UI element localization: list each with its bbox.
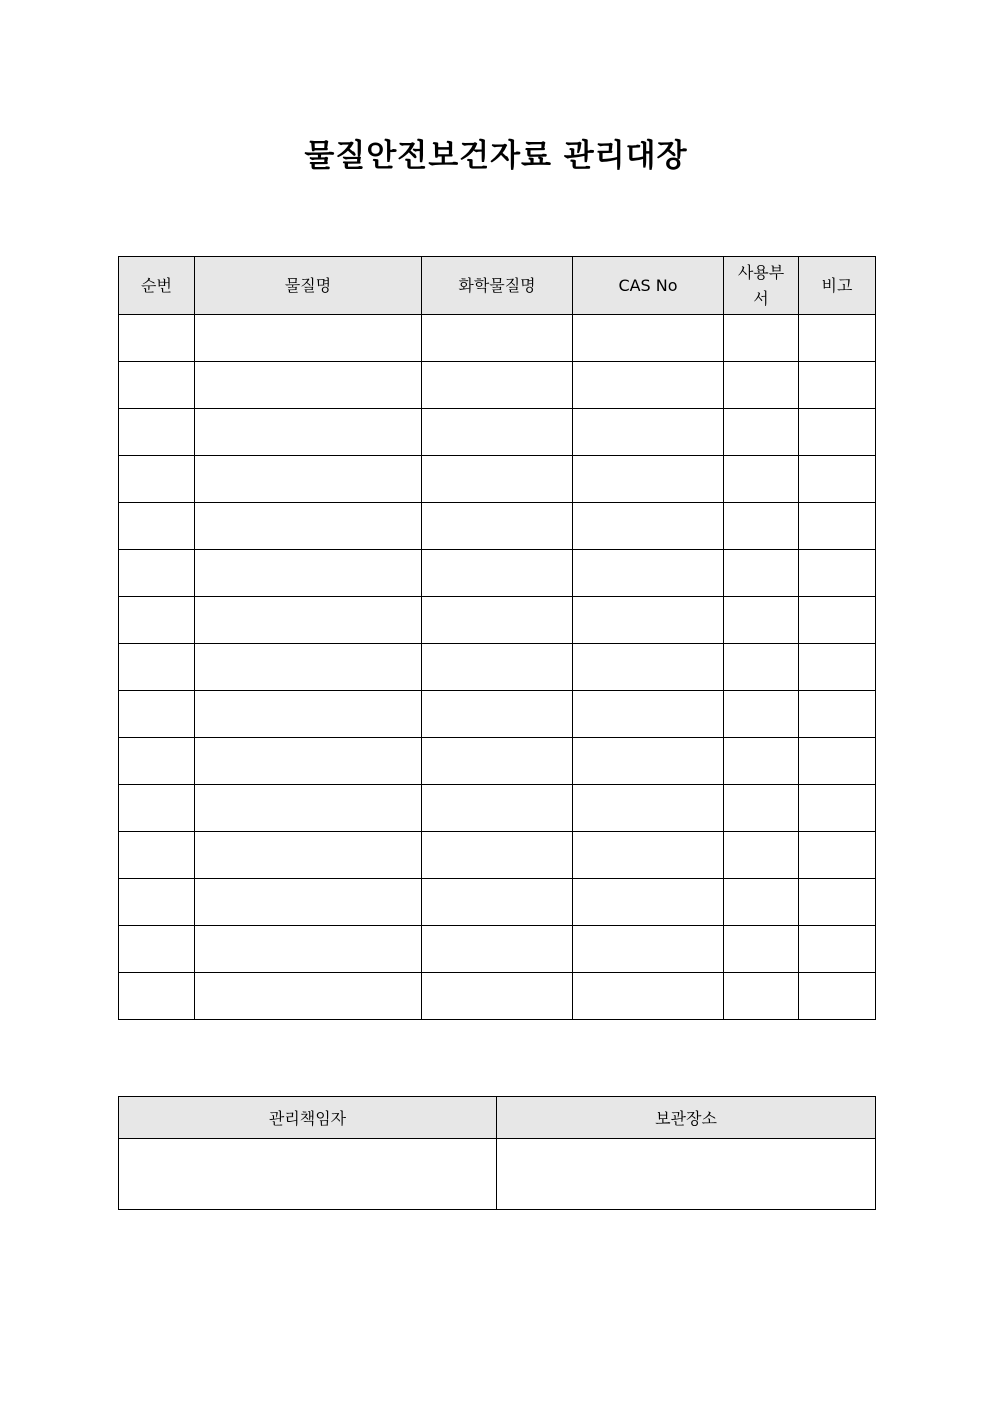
cas-no-cell[interactable]	[573, 926, 724, 973]
header-storage-location: 보관장소	[497, 1097, 876, 1139]
cas-no-cell[interactable]	[573, 597, 724, 644]
substance-name-cell[interactable]	[195, 644, 422, 691]
chemical-name-cell[interactable]	[422, 409, 573, 456]
remarks-cell[interactable]	[799, 644, 876, 691]
seq-cell[interactable]	[119, 597, 195, 644]
chemical-name-cell[interactable]	[422, 456, 573, 503]
storage-location-cell[interactable]	[497, 1139, 876, 1210]
department-cell[interactable]	[724, 362, 799, 409]
remarks-cell[interactable]	[799, 973, 876, 1020]
substance-name-cell[interactable]	[195, 456, 422, 503]
remarks-cell[interactable]	[799, 456, 876, 503]
chemical-name-cell[interactable]	[422, 832, 573, 879]
table-row	[119, 785, 876, 832]
remarks-cell[interactable]	[799, 738, 876, 785]
manager-cell[interactable]	[119, 1139, 497, 1210]
header-seq: 순번	[119, 257, 195, 315]
substance-name-cell[interactable]	[195, 691, 422, 738]
cas-no-cell[interactable]	[573, 738, 724, 785]
footer-value-row	[119, 1139, 876, 1210]
substance-name-cell[interactable]	[195, 832, 422, 879]
department-cell[interactable]	[724, 597, 799, 644]
chemical-name-cell[interactable]	[422, 879, 573, 926]
seq-cell[interactable]	[119, 973, 195, 1020]
seq-cell[interactable]	[119, 691, 195, 738]
seq-cell[interactable]	[119, 550, 195, 597]
seq-cell[interactable]	[119, 362, 195, 409]
remarks-cell[interactable]	[799, 832, 876, 879]
chemical-name-cell[interactable]	[422, 973, 573, 1020]
substance-name-cell[interactable]	[195, 550, 422, 597]
department-cell[interactable]	[724, 879, 799, 926]
substance-name-cell[interactable]	[195, 926, 422, 973]
department-cell[interactable]	[724, 315, 799, 362]
table-row	[119, 597, 876, 644]
chemical-name-cell[interactable]	[422, 785, 573, 832]
department-cell[interactable]	[724, 550, 799, 597]
table-body	[119, 315, 876, 1020]
remarks-cell[interactable]	[799, 409, 876, 456]
chemical-name-cell[interactable]	[422, 362, 573, 409]
seq-cell[interactable]	[119, 926, 195, 973]
table-row	[119, 879, 876, 926]
substance-name-cell[interactable]	[195, 973, 422, 1020]
substance-name-cell[interactable]	[195, 879, 422, 926]
cas-no-cell[interactable]	[573, 315, 724, 362]
seq-cell[interactable]	[119, 832, 195, 879]
chemical-name-cell[interactable]	[422, 644, 573, 691]
remarks-cell[interactable]	[799, 315, 876, 362]
substance-name-cell[interactable]	[195, 785, 422, 832]
department-cell[interactable]	[724, 409, 799, 456]
footer-header-row	[119, 1097, 876, 1139]
seq-cell[interactable]	[119, 315, 195, 362]
seq-cell[interactable]	[119, 409, 195, 456]
department-cell[interactable]	[724, 785, 799, 832]
header-cas-no: CAS No	[573, 257, 724, 315]
seq-cell[interactable]	[119, 879, 195, 926]
department-cell[interactable]	[724, 926, 799, 973]
department-cell[interactable]	[724, 691, 799, 738]
seq-cell[interactable]	[119, 785, 195, 832]
substance-name-cell[interactable]	[195, 409, 422, 456]
cas-no-cell[interactable]	[573, 550, 724, 597]
table-row	[119, 832, 876, 879]
cas-no-cell[interactable]	[573, 362, 724, 409]
substance-name-cell[interactable]	[195, 362, 422, 409]
seq-cell[interactable]	[119, 644, 195, 691]
department-cell[interactable]	[724, 832, 799, 879]
header-substance-name: 물질명	[195, 257, 422, 315]
table-row	[119, 409, 876, 456]
chemical-name-cell[interactable]	[422, 691, 573, 738]
page-title: 물질안전보건자료 관리대장	[304, 138, 688, 174]
management-info-table	[118, 1096, 876, 1210]
msds-register-table	[118, 256, 876, 1020]
chemical-name-cell[interactable]	[422, 738, 573, 785]
chemical-name-cell[interactable]	[422, 926, 573, 973]
department-cell[interactable]	[724, 738, 799, 785]
cas-no-cell[interactable]	[573, 644, 724, 691]
table-row	[119, 644, 876, 691]
chemical-name-cell[interactable]	[422, 315, 573, 362]
remarks-cell[interactable]	[799, 926, 876, 973]
department-cell[interactable]	[724, 973, 799, 1020]
remarks-cell[interactable]	[799, 597, 876, 644]
table-row	[119, 691, 876, 738]
remarks-cell[interactable]	[799, 691, 876, 738]
table-row	[119, 362, 876, 409]
header-department-label: 사용부서	[737, 262, 785, 308]
cas-no-cell[interactable]	[573, 409, 724, 456]
chemical-name-cell[interactable]	[422, 597, 573, 644]
seq-cell[interactable]	[119, 456, 195, 503]
substance-name-cell[interactable]	[195, 597, 422, 644]
cas-no-cell[interactable]	[573, 456, 724, 503]
table-row	[119, 926, 876, 973]
remarks-cell[interactable]	[799, 362, 876, 409]
substance-name-cell[interactable]	[195, 738, 422, 785]
substance-name-cell[interactable]	[195, 315, 422, 362]
header-chemical-name: 화학물질명	[422, 257, 573, 315]
cas-no-cell[interactable]	[573, 973, 724, 1020]
remarks-cell[interactable]	[799, 785, 876, 832]
table-header-row	[119, 257, 876, 315]
cas-no-cell[interactable]	[573, 879, 724, 926]
chemical-name-cell[interactable]	[422, 550, 573, 597]
table-row	[119, 456, 876, 503]
cas-no-cell[interactable]	[573, 832, 724, 879]
seq-cell[interactable]	[119, 503, 195, 550]
table-row	[119, 315, 876, 362]
table-row	[119, 973, 876, 1020]
cas-no-cell[interactable]	[573, 691, 724, 738]
department-cell[interactable]	[724, 456, 799, 503]
cas-no-cell[interactable]	[573, 785, 724, 832]
remarks-cell[interactable]	[799, 503, 876, 550]
seq-cell[interactable]	[119, 738, 195, 785]
header-department	[724, 257, 799, 315]
table-row	[119, 550, 876, 597]
table-row	[119, 503, 876, 550]
header-manager: 관리책임자	[119, 1097, 497, 1139]
cas-no-cell[interactable]	[573, 503, 724, 550]
department-cell[interactable]	[724, 503, 799, 550]
chemical-name-cell[interactable]	[422, 503, 573, 550]
header-remarks: 비고	[799, 257, 876, 315]
substance-name-cell[interactable]	[195, 503, 422, 550]
table-row	[119, 738, 876, 785]
remarks-cell[interactable]	[799, 550, 876, 597]
department-cell[interactable]	[724, 644, 799, 691]
remarks-cell[interactable]	[799, 879, 876, 926]
